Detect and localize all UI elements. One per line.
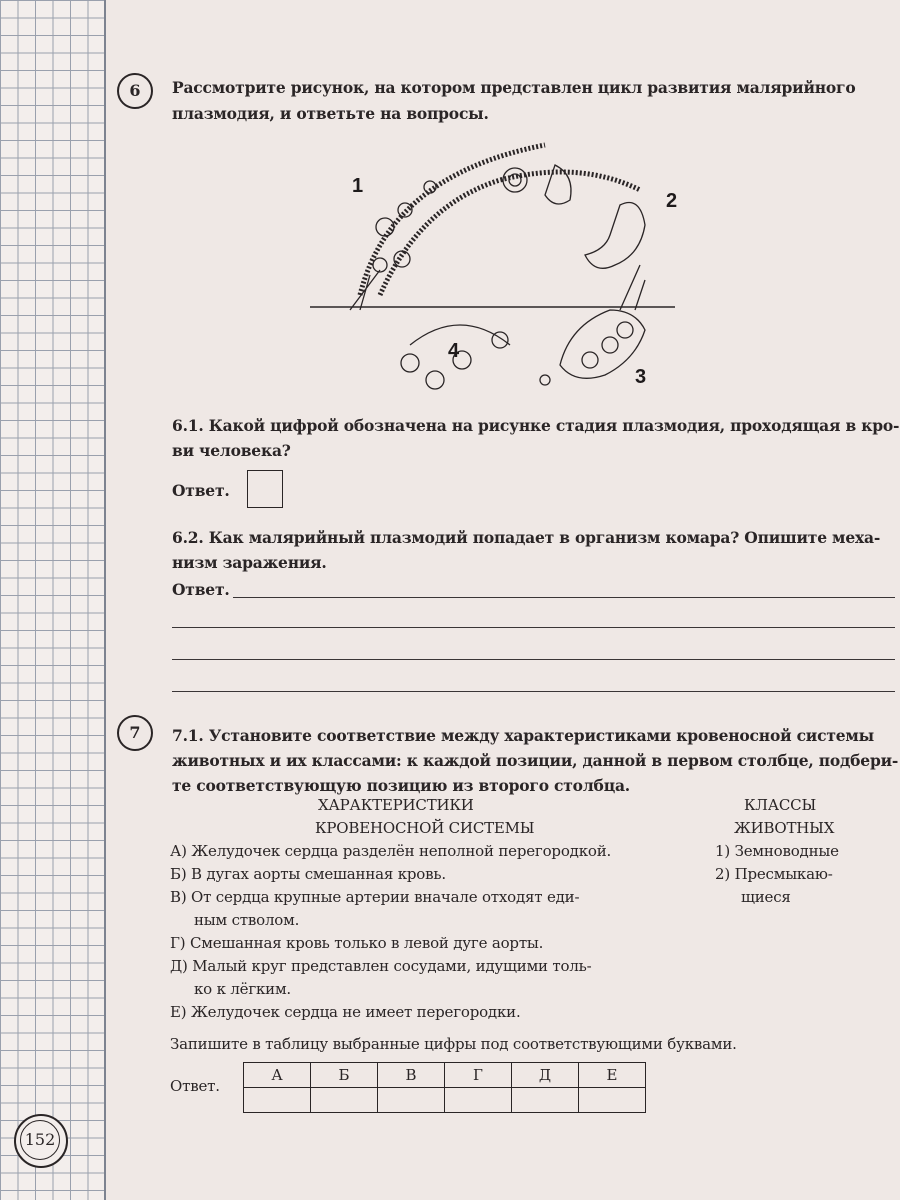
q6-1-line1: 6.1. Какой цифрой обозначена на рисунке стадия плазмодия, проходящая в кро- [172, 416, 900, 435]
figure-label-3: 3 [635, 366, 647, 388]
q7-intro-line1: 7.1. Установите соответствие между характеристиками кровеносной системы [172, 726, 875, 745]
table-header-v: В [378, 1063, 445, 1088]
question-6-number: 6 [117, 73, 153, 109]
characteristic-b: Б) В дугах аорты смешанная кровь. [170, 865, 446, 883]
answer-cell-b[interactable] [311, 1088, 378, 1113]
malaria-life-cycle-figure [300, 135, 700, 420]
table-header-a: А [244, 1063, 311, 1088]
col1-header-line2: КРОВЕНОСНОЙ СИСТЕМЫ [315, 819, 535, 837]
q6-1-line2: ви человека? [172, 441, 291, 460]
answer-cell-d[interactable] [512, 1088, 579, 1113]
answer-cell-a[interactable] [244, 1088, 311, 1113]
q6-2-line2: низм заражения. [172, 553, 327, 572]
table-header-row [244, 1063, 646, 1088]
q7-instruction: Запишите в таблицу выбранные цифры под соответствующими буквами. [170, 1035, 737, 1053]
characteristic-v-cont: ным стволом. [194, 911, 300, 929]
answer-cell-g[interactable] [445, 1088, 512, 1113]
characteristic-g: Г) Смешанная кровь только в левой дуге аорты. [170, 934, 544, 952]
figure-label-4: 4 [448, 340, 460, 362]
class-2-cont: щиеся [741, 888, 791, 906]
characteristic-e: Е) Желудочек сердца не имеет перегородки. [170, 1003, 521, 1021]
col2-header-line1: КЛАССЫ [744, 796, 816, 814]
q6-2-answer-line[interactable] [172, 627, 895, 628]
q6-2-answer-label: Ответ. [172, 580, 230, 599]
class-2: 2) Пресмыкаю- [715, 865, 833, 883]
figure-label-2: 2 [666, 190, 678, 212]
q6-intro-line1: Рассмотрите рисунок, на котором представлен цикл развития малярийного [172, 78, 856, 97]
col1-header-line1: ХАРАКТЕРИСТИКИ [318, 796, 474, 814]
question-7-number: 7 [117, 715, 153, 751]
page-number: 152 [20, 1120, 60, 1160]
q7-intro-line2: животных и их классами: к каждой позиции, данной в первом столбце, подбери- [172, 751, 899, 770]
characteristic-v: В) От сердца крупные артерии вначале отходят еди- [170, 888, 580, 906]
characteristic-a: А) Желудочек сердца разделён неполной перегородкой. [170, 842, 612, 860]
answer-cell-v[interactable] [378, 1088, 445, 1113]
col2-header-line2: ЖИВОТНЫХ [734, 819, 835, 837]
table-header-b: Б [311, 1063, 378, 1088]
q7-answer-label: Ответ. [170, 1077, 220, 1095]
q6-1-answer-label: Ответ. [172, 481, 230, 500]
characteristic-d: Д) Малый круг представлен сосудами, идущими толь- [170, 957, 592, 975]
q6-2-answer-line[interactable] [233, 597, 895, 598]
graph-paper-margin [0, 0, 106, 1200]
answer-cell-e[interactable] [579, 1088, 646, 1113]
figure-label-1: 1 [352, 175, 364, 197]
table-header-g: Г [445, 1063, 512, 1088]
class-1: 1) Земноводные [715, 842, 839, 860]
q6-intro-line2: плазмодия, и ответьте на вопросы. [172, 104, 489, 123]
q6-2-answer-line[interactable] [172, 659, 895, 660]
table-header-e: Е [579, 1063, 646, 1088]
q6-1-answer-box[interactable] [247, 470, 283, 508]
table-answer-row [244, 1088, 646, 1113]
q6-2-line1: 6.2. Как малярийный плазмодий попадает в организм комара? Опишите меха- [172, 528, 881, 547]
q6-2-answer-line[interactable] [172, 691, 895, 692]
q7-answer-table [243, 1062, 646, 1113]
table-header-d: Д [512, 1063, 579, 1088]
page-number-badge [14, 1114, 68, 1168]
q7-intro-line3: те соответствующую позицию из второго столбца. [172, 776, 630, 795]
characteristic-d-cont: ко к лёгким. [194, 980, 291, 998]
